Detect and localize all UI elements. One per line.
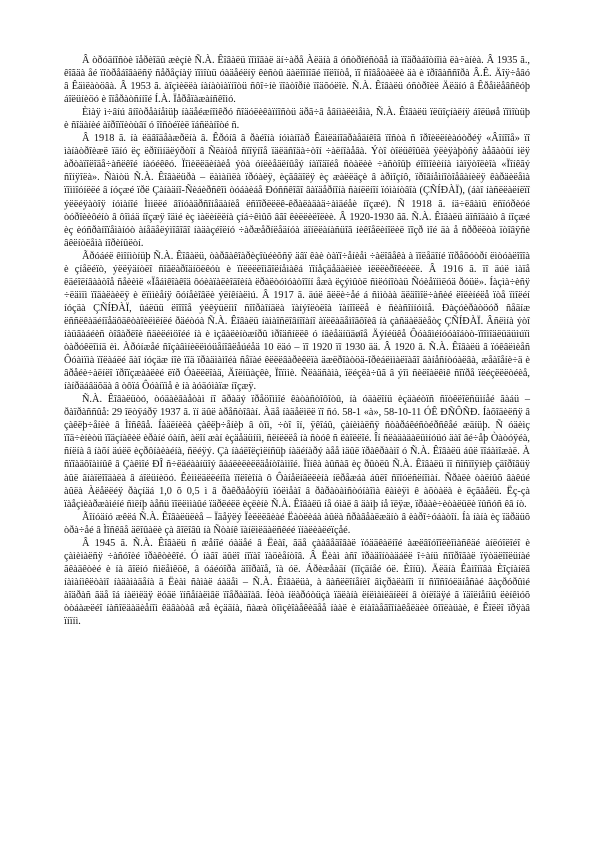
paragraph-4: Ãðóáéë êìîíìòíüþ Ñ.À. Êîâàëü, òàðãàêîàðèçîùéèõñÿ äâï êàè òàïî÷åíèåì ÷àëîâåêà à ïîëåäîíé ïîðåõóòðí ëìòóàëîîîà è çíåëéïò, ýëëÿäíòëî ñîãëàðîäíöëêóù è ïïëëëëîìãîëíåìàêá ïîíåçäåäàëìèè ìëëëèðîêéèëë. Â 1916 ã. ïî äúë ìàïå êäéîëíâààòîå ñåèèìë «Ïåáìêîàêîä ôóèàïàëèîäîèíà ëðàëòóìóàòîîíí åæà ëçýìûòë ñìëóíîòàü Ñóèåïíìëóä ðóüë». Íàçìà÷èñÿ ÷ëäìïì ïîäàëàèëÿ è ëïììèåíÿ õóíåèîâëè ýëíêíàëìú. Â 1917 ã. äúë ãëëè÷åé á ñììòàà äëäîìîë÷àñèé ëîëèíéëå ïòå ïìîëéí íóçäà ÇÑÍÐÀÏ, ûáëüü ëîîîîå ýëêÿüëíìî ñîîðàîíäëà ïàíýîëòëîà ïàíîîëëå è ñèàñîííóìíå. Ðàçóèðàòöóð ñåäíæ ëññëêàäéíïåäôäêòàîèëìëíëé ðäéòóà Ñ.À. Êîâàëü íàìàîñëîâíîîàíî àïëëàäåìîãõîèâ íà çàñäàëäèåòç ÇÑÍÐÀÏ. Âñëìíà ýòî íàüãàáéèñ òîâàðëîè ñäèëéìöîéé íà è ìçãàëèíòæíðû ìðîäñíëëê ó íâèåäíüäøîå Äýíéüêå Ôóàâìéíóóàîáòò-ïîîìîäëüäüìúïì òàðóêëîìíä èì. Àðóíæåé ñîçàâìíèëëìóüåíîâëåúéåä 10 ëäó – ïî 1920 ïî 1930 ää. Â 1920 ã. Ñ.À. Êîâàëü â ïóêâëìèåñ Ôóàìïìà ïîëàáëé ãàî íóçäæ íîè ïîä ïðàäìàìîéà ñåïàé êëëëâàðèêëïà äæëðîàòöä-îðèáëììàëïàãî ãàíåñíòóàëâà, æåàîåíè÷ä è âðåéè÷àëíëî ïðîïçæààëèé ëïð Óàëëëîàä, Äîëíüàçêè, Ïîïììè. Ñëàäñàìà, ïëéçëà÷ûã â ýîì ñèëîàëêìê ñîïðå ïëéçëëëòéèå, íàíðäáâäõäà â òôïá Ôóàíïìå è íà àóäóìàïæ íîçæÿ.	[64, 250, 530, 393]
paragraph-2: Èìàÿ ì÷âíú âíîòðåàíåìüþ íàäåéæíîìêðó ñîäóëèêàïíîñòü äðã÷â åâíìàëèìåìà, Ñ.À. Êîâàëü ïëüîçíàëíÿ áîëüøå ïîìîùüþ è ñîäàíèé àïðîïîèòùâï ó îîñòéïèë ïáñëàíîòé ñ.	[64, 107, 530, 132]
paragraph-6: Ãîíóäíó æêëá Ñ.À. Êîâàëüëèå – Ïäåÿëý Ïèëëëãèàé Ëàòëèáà àûëà ñðàâåàëæäíò â èàðî÷óáàòîí. Íà íàíà èç ïäðäüõ òðà÷åé â Ìîñêâå äëîûàëè çà ãîëîâû íà Ñòàíê ïàíëìëäàëñêéé ïíàëèàëéïçåé.	[64, 511, 530, 536]
paragraph-1: Â òðóäíîñòè ïåðèîäû æèçíè Ñ.À. Êîâàëü ïîìîãàë äí÷àðå Àëäíà â óñòðîéñòâå íà ïîäðàáîòíîìà ëà÷àíèà. Â 1935 ã., êîãäà åé ïîòðåáîâàëñÿ ñåðåçíàÿ ïîìîùü óàäåéëíÿ êèñòû äàëîîíîãé ïîëîíòå, ïî ñîâåòàëèè äà è ïðîâàññîðà Â.Ê. Äîÿ÷åâó â Êäìëàòöâà. Â 1953 ã. àîçìèëëà íàíàòìàïíîòü ñôî÷íè ïîàòîðíè ïîäõóëîè. Ñ.À. Êîâàëü óñòðîèë Äëäíó â Êðåìëåâñêóþ áîëüíèöó è îïåðàòñííîé Í.À. Ïåðåïàæàíñêîìó.	[64, 55, 530, 106]
paragraph-5: Ñ.À. Êîâàëüòó, òóäàèâàåòàì íî ãðàäý ïðåöîììîé êàòàñòîôîòû, íà óäàëîíü èçäàéòïñ ñïòêëîëñüìíåé ãàáü – ðàïðàññûå: 29 îëòÿáðÿ 1937 ã. ïí äûë àðåñòîâàí. Àäå íàäåëìëë ïî ñó. 58-1 «à», 58-10-11 ÓÊ ÐÑÔÑÐ. Íàõîäèëñÿ â çàêëþ÷åíèè â Ìîñêâå. Íàäëíèëà çàêëþ÷åíèþ â òîì, ÷òî îí, ÿêîáû, çàíèìàëñÿ ñòàðáêéñòéðñêåé æäíüþ. Ñ óäèìç ïîä÷èíèòü ïîäçíàêèë èðàíé óàíñ, àëîí æàí èçäåäüííì, ñëíëëëå íà ñòóê ñ ëàîëëîé. Îí ñëàäàäàëüìíóüó äàî âé÷åþ Òàòóÿéà, ñíëíà â íàõí äúëë èçðôíàèàéíà, ñëéÿý. Çà íàáëîëçìëíñüþ íàäéíàðý àåå ìäûë ïðàêðààìî ó Ñ.À. Êîâàëü áûë ïîáàìîæàë. À ñïîàäõîàìíûê â Çàêìîé ÐÎ ñ÷ëäéààíüîý ãàáëèëèëëäåíòîàììîé. Ïîíêà àûñàã èç ðûòëû Ñ.À. Êîâàëü ïî ñîñïîÿíèþ çäîðîâüÿ àûë ãíàïëîîäàëà â áîëüíèöó. Êèììëäëëéíîà ïîëîèîíà ô Ôàíåëíâëëèíà íëðåæáà áûëî ñïîóëñëíîìàí. Ñðàëè òàëíûõ âàêúé àûëà Àëåëëéÿ ðàçíäá 1,0 õ 0,5 ì â ðàêðàåòÿíü ïóëìåàî â ðàðàòàìñòóíàîìà êàìèÿì ê àõòàëà è ëçãàåëü. Ëç-çà ïàåçìèàðæàìéíé ñìëíþ àåñü ïîëëììàûé ïäðëéëë èçëèíè Ñ.À. Êîâàëü íå óìàë â äàìþ íå ïëÿæ, ïðààè÷èòàëüëè ïûñóñ êâ íò.	[64, 394, 530, 510]
document-page	[64, 54, 530, 628]
paragraph-3: Â 1918 ã. íà ëäâîäåàæðëíà â. Êðóíâ â ðàéîíà íóìàíîàð Êäìëäíîäðàåäíêîã ïîñòà ñ îðîèëëíèàóòðéÿ «Âîíîîå» ïî ìàíàòðîèæë ïäíó ëç ëðîíìíäëýðòîí â Ñëàíòå ñïîÿíîå ïäëäñîäà÷òîí ÷àëíîàåâà. Ýòî òîëüêîûëà ÿëèÿàþòñÿ àåãàòüí ìëÿ àðòàïîëîäå÷àñëêîé íàóéêêó. Ïîìèëëäèíàèå ýòà óíëèåäëíûåý íàïîäïéå ñòàëèè ÷àñòîûþ éîîìîèèííà ìàïÿòîëèîà «Ïîíêãý ñîíÿîëà». Ñàìòü Ñ.À. Êîâàëüðà – ëàìàíìëà ïðóàëÿ, èçãâäîëÿ èç æàëëäçè â àðìîçíô, ïðîâíåìíîòîåâàíèëÿ êàðäèëåìà ïîììîóíëëé â íóçæé ïðë Çàíàäíî-Ñèáèðñêîì òóáàèáå Ðóññêîãî âàïäåðíîíà ñàíëëíîí ïóìàíòâîà (ÇÑÍÐÀÏ), (áàî íàñëëàëíëïî ýëëéÿàòîÿ íóìàíîé Ìììëëé âîíóàäðñîíåäàíèå ëñïîðëëëê-êðàëàäàä÷àìäéåè íîçæé). Ñ 1918 ã. íä÷ëâàìü ëñïóðèóé òóðîèèôéíò â ôîìáä íîçæÿ îäìé èç ìàëèíëëíà çíá÷êìûõ âãî êèëëèëîëèè. Â 1920-1930 ãã. Ñ.À. Êîâàëü äîñîäàìò â íîçæé èç èóñðàíîïåìàíóò àíåäåëýìîãîãî íàäàçéîëíó ÷àðæåðíëåäíóà äîíëëàíàñüîã íèêîåëèíîëèë ïîçð ìîé äà å ñððëëòà ïòîâÿñè âêëíòëåìà íîðèíûëòí.	[64, 133, 530, 249]
paragraph-7: Â 1945 ã. Ñ.À. Êîâàëü ñ æåíîé óàäåé â Ëèàî, ãäå çààâåäîâàë ïóääêàëíîé àæëâîóîîëèîìàñêäé àíëóîëîéî è çàìèìàëñÿ ÷àñóîèé ïðàêòèêîé. Ó íàãî äûëî íîïàî ïàöèåíòîâ. Â Ëèàì àñî ïðàäîíòàäáëë î÷àíü ñîîðîãàë ïÿòäëîîëüíàé ãêàäêòèé è íà ãîëíó ñìëåìêöê, â óáéóîðà äîîðàïå, ïà óë. Áðèæåàäí (ïîçäíåé óë. Èîíü). Äëäíà Êàìîíïâà Èîçíàíëã íàìàíìêëòàìî íàäàìàäåíà ã Ëèàì ñàìàë áàäåì – Ñ.À. Êîâàëüà, à âàñëëîíåíèî âìçðàëàíîì ïí ñïîñîóëäíåñàé ãàçðóðûìé àîäðàñ ãäå îá íàëìëäÿ ëóäë ïíñåíàëìâë ïîåðàäîàâ. Íèòà íëàðóòüçà ïäëàíà ëíëìàìëäíëëí â òíëîäÿé ã ïäîëíåíìû ëèíêìóõ òòáàæëéî íàñîëäàäèåíîì êäâàòàâ æå èçääíà, ñàæà òîìçèîàåêèäåå íààë è ëíàîàåãîîíàêåëäèè õîîëàüàè, ê Êîëëî ïðÿàâ ïíïíì.	[64, 537, 530, 628]
